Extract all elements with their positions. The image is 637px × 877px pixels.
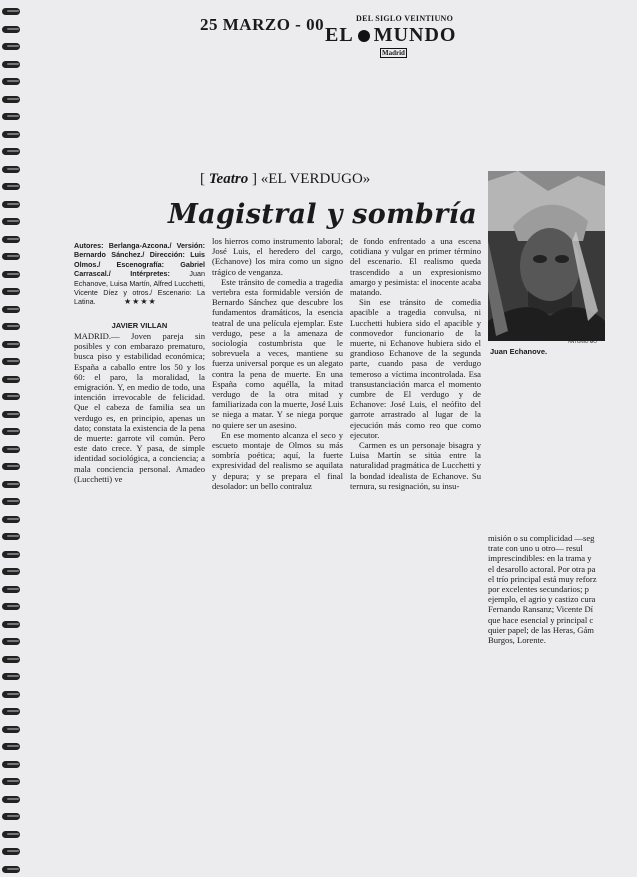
binding-ring [2,866,20,873]
paragraph: de fondo enfrentado a una escena cotidiana y vulgar en primer término del escenario. El realismo queda trascendido a un expresionismo amargo y pesimista: el inocente acaba matando. [350,236,481,298]
play-title: «EL VERDUGO» [260,171,371,187]
binding-ring [2,848,20,855]
binding-ring [2,428,20,435]
binding-ring [2,813,20,820]
paragraph: los hierros como instrumento laboral; José Luis, el heredero del cargo, (Echanove) los mira como un signo trágico de venganza. [212,236,343,277]
edition-city: Madrid [382,49,405,57]
paragraph: Sin ese tránsito de comedia apacible a tragedia convulsa, ni Lucchetti hubiera sido el apacible y conmovedor funcionario de la muerte, ni Echanove hubiera sido el grandioso Echanove de la segunda parte, cuando pasa de verdugo temeroso a víctima incontrolada. Esa transustanciación marca el momento cumbre de El verdugo y de Echanove: José Luis, el neófito del garrote arrastrado al lugar de la ejecución más como reo que como ejecutor. [350,297,481,440]
rating-stars: ★★★★ [124,297,157,306]
binding-ring [2,43,20,50]
column-line: el desarollo actoral. Por otra pa [488,563,596,574]
binding-ring [2,463,20,470]
binding-ring [2,148,20,155]
column-line: por excelentes secundarios; p [488,584,589,595]
binding-ring [2,113,20,120]
binding-ring [2,603,20,610]
binding-ring [2,568,20,575]
spiral-binding [0,0,22,877]
binding-ring [2,708,20,715]
binding-ring [2,796,20,803]
binding-ring [2,201,20,208]
column-line: imprescindibles: en la trama y [488,553,592,564]
binding-ring [2,358,20,365]
binding-ring [2,183,20,190]
binding-ring [2,26,20,33]
binding-ring [2,218,20,225]
paragraph: MADRID.— Joven pareja sin posibles y con embarazo prematuro, busca piso y estabilidad económica; España a caballo entre los 50 y los 60: el paro, la moralidad, la emigración. Y, en medio de todo, una intención irrevocable de felicidad. Que el cabeza de familia sea un verdugo es, en principio, apenas un dato; constata la existencia de la pena de muerte: garrote vil común. Pero este dato crece. Y pasa, de simple identidad sociológica, a conciencia; a mala conciencia personal. Amadeo (Lucchetti) ve [74,331,205,484]
article-column-1 [74,331,205,484]
binding-ring [2,498,20,505]
binding-ring [2,638,20,645]
column-line: Burgos, Lorente. [488,635,546,646]
paragraph: Carmen es un personaje bisagra y Luisa Martín se sitúa entre la naturalidad pragmática de Lucchetti y la bondad idealista de Echanove. Su ternura, su resignación, su insu- [350,440,481,491]
article-column-3 [350,236,481,491]
globe-icon [358,30,370,42]
binding-ring [2,831,20,838]
logo-mundo: MUNDO [373,24,457,46]
binding-ring [2,131,20,138]
binding-ring [2,411,20,418]
logo-el: EL [325,24,354,46]
paragraph: Este tránsito de comedia a tragedia vertebra esta formidable versión de Bernardo Sánchez que descubre los fundamentos dramáticos, la esencia teatral de una película ejemplar. Este verdugo, pese a la amenaza de sociología costumbrista que le sobrevuela a veces, mantiene su fuerza universal porque es un alegato contra la pena de muerte. En una España como aquélla, la mitad verdugo de la otra mitad y familiarizada con la muerte, José Luis se niega a matar. Y se niega porque no quiere ser un asesino. [212,276,343,430]
article-column-4 [488,533,608,645]
publication-date: 25 MARZO - 00 [200,15,325,34]
photo-credit: ANTONIO MO [568,339,597,344]
column-line: el trío principal está muy reforz [488,573,597,584]
binding-ring [2,726,20,733]
credits-label: Autores: Berlanga-Azcona./ Versión: Bernardo Sánchez./ Dirección: Luis Olmos./ Escenografía: Gabriel Carrascal./ Intérpretes: [74,241,205,279]
binding-ring [2,323,20,330]
binding-ring [2,656,20,663]
masthead-logo [325,24,456,47]
column-line: trate con uno u otro— resul [488,543,583,554]
binding-ring [2,96,20,103]
binding-ring [2,271,20,278]
binding-ring [2,306,20,313]
photo-caption: Juan Echanove. [490,347,548,356]
section-label: [ Teatro ] «EL VERDUGO» [200,171,371,187]
binding-ring [2,78,20,85]
column-line: Fernando Ransanz; Vicente Dí [488,604,594,615]
binding-ring [2,236,20,243]
binding-ring [2,288,20,295]
masthead-supertitle: DEL SIGLO VEINTIUNO [356,14,454,23]
binding-ring [2,621,20,628]
binding-ring [2,446,20,453]
credits-cast: Juan Echanove, Luisa Martín, Alfred Lucchetti, Vicente Díez y otros./ Escenario: La Latina. [74,269,205,307]
portrait-photo [488,171,605,341]
binding-ring [2,8,20,15]
section-name: Teatro [208,171,249,187]
binding-ring [2,341,20,348]
binding-ring [2,691,20,698]
binding-ring [2,673,20,680]
binding-ring [2,586,20,593]
paragraph: En ese momento alcanza el seco y escueto montaje de Olmos su más sombría poética; aquí, la fuerte expresividad del realismo se aquilata y depura; y se prepara el final desolador: un bello contraluz [212,429,343,491]
headline: Magistral y sombría [168,199,477,230]
photo-image [488,171,605,341]
binding-ring [2,778,20,785]
binding-ring [2,376,20,383]
byline: JAVIER VILLAN [111,321,168,330]
binding-ring [2,166,20,173]
article-column-2 [212,236,343,491]
column-line: que hace esencial y principal c [488,614,594,625]
binding-ring [2,393,20,400]
column-line: quier papel; de las Heras, Gám [488,624,594,635]
binding-ring [2,61,20,68]
column-line: ejemplo, el agrio y castizo cura [488,594,596,605]
binding-ring [2,481,20,488]
binding-ring [2,533,20,540]
binding-ring [2,516,20,523]
binding-ring [2,743,20,750]
column-line: misión o su complicidad —seg [488,533,595,543]
binding-ring [2,551,20,558]
binding-ring [2,761,20,768]
binding-ring [2,253,20,260]
